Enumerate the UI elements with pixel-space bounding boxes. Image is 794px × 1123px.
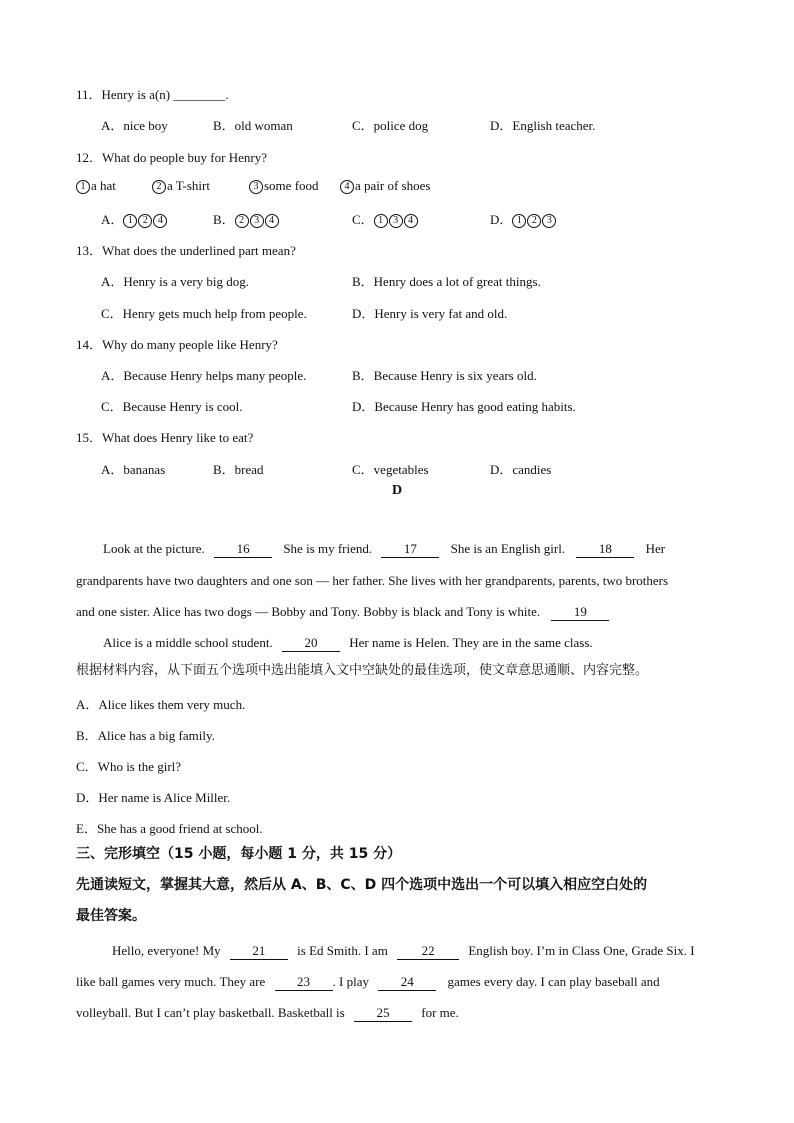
circled-number: 4: [340, 180, 354, 194]
q12-option-b: [213, 209, 280, 228]
blank-17: 17: [381, 541, 439, 558]
q12-option-a: [101, 209, 168, 228]
passage-text: games every day. I can play baseball and: [447, 974, 660, 989]
passage-text: She is an English girl.: [450, 541, 566, 556]
q14-option-b: B．Because Henry is six years old.: [352, 368, 537, 383]
q12-item-4: [340, 178, 430, 194]
q11-option-d: D．English teacher.: [490, 118, 596, 133]
cloze-line-2: [76, 974, 660, 991]
circled-number: 4: [153, 214, 167, 228]
q15-option-c: C．vegetables: [352, 462, 429, 477]
passage-text: English boy. I’m in Class One, Grade Six. I: [468, 943, 695, 958]
q11-option-c: C．police dog: [352, 118, 429, 133]
q13-option-a: A．Henry is a very big dog.: [101, 274, 250, 289]
blank-21: 21: [230, 943, 288, 960]
q12-option-c: [352, 209, 419, 228]
cloze-line-3: [76, 1005, 459, 1022]
q12-item-2: [152, 178, 210, 194]
q12-item-text: some food: [264, 178, 319, 193]
question-12-stem: 12．What do people buy for Henry?: [76, 150, 267, 165]
circled-number: 2: [235, 214, 249, 228]
circled-number: 1: [123, 214, 137, 228]
option-letter: A．: [101, 212, 124, 227]
passage-text: is Ed Smith. I am: [297, 943, 388, 958]
blank-24: 24: [378, 974, 436, 991]
q12-item-1: [76, 178, 116, 194]
q12-item-text: a pair of shoes: [355, 178, 431, 193]
circled-number: 1: [76, 180, 90, 194]
option-letter: C．: [352, 212, 374, 227]
passage-text: and one sister. Alice has two dogs — Bobby and Tony. Bobby is black and Tony is white.: [76, 604, 541, 619]
circled-number: 3: [250, 214, 264, 228]
choice-e: E．She has a good friend at school.: [76, 821, 263, 836]
circled-number: 2: [527, 214, 541, 228]
passage-text: Her name is Helen. They are in the same class.: [349, 635, 593, 650]
passage-text: like ball games very much. They are: [76, 974, 266, 989]
choice-d: D．Her name is Alice Miller.: [76, 790, 231, 805]
passage-text: She is my friend.: [283, 541, 373, 556]
circled-number: 3: [389, 214, 403, 228]
passage-d-line-4: [103, 635, 593, 652]
circled-number: 1: [512, 214, 526, 228]
choice-a: A．Alice likes them very much.: [76, 697, 246, 712]
question-14-stem: 14．Why do many people like Henry?: [76, 337, 278, 352]
section-3-instruction-line-2: 最佳答案。: [76, 908, 146, 924]
circled-number: 3: [249, 180, 263, 194]
section-d-instruction: 根据材料内容，从下面五个选项中选出能填入文中空缺处的最佳选项，使文章意思通顺、内容完整。: [76, 663, 649, 678]
q15-option-d: D．candies: [490, 462, 552, 477]
blank-19: 19: [551, 604, 609, 621]
choice-b: B．Alice has a big family.: [76, 728, 215, 743]
passage-text: Hello, everyone! My: [112, 943, 221, 958]
blank-25: 25: [354, 1005, 412, 1022]
q13-option-d: D．Henry is very fat and old.: [352, 306, 508, 321]
q12-item-text: a hat: [91, 178, 116, 193]
passage-text: Look at the picture.: [103, 541, 205, 556]
section-3-title: 三、完形填空（15 小题，每小题 1 分，共 15 分）: [76, 846, 402, 862]
section-d-heading: D: [391, 483, 403, 498]
q12-item-text: a T-shirt: [167, 178, 210, 193]
cloze-line-1: [112, 943, 695, 960]
q13-option-c: C．Henry gets much help from people.: [101, 306, 307, 321]
circled-number: 1: [374, 214, 388, 228]
option-letter: D．: [490, 212, 513, 227]
blank-18: 18: [576, 541, 634, 558]
passage-text: . I play: [332, 974, 369, 989]
circled-number: 2: [152, 180, 166, 194]
passage-text: Her: [645, 541, 666, 556]
circled-number: 2: [138, 214, 152, 228]
blank-22: 22: [397, 943, 459, 960]
question-11-stem: 11．Henry is a(n) ________.: [76, 87, 229, 102]
q13-option-b: B．Henry does a lot of great things.: [352, 274, 541, 289]
blank-20: 20: [282, 635, 340, 652]
q11-option-b: B．old woman: [213, 118, 293, 133]
circled-number: 4: [265, 214, 279, 228]
circled-number: 3: [542, 214, 556, 228]
passage-text: Alice is a middle school student.: [103, 635, 273, 650]
choice-c: C．Who is the girl?: [76, 759, 182, 774]
q12-item-3: [249, 178, 319, 194]
section-3-instruction-line-1: 先通读短文，掌握其大意，然后从 A、B、C、D 四个选项中选出一个可以填入相应空白处的: [76, 877, 648, 893]
passage-d-line-3: [76, 604, 609, 621]
blank-23: 23: [275, 974, 333, 991]
question-13-stem: 13．What does the underlined part mean?: [76, 243, 296, 258]
passage-text: for me.: [421, 1005, 459, 1020]
option-letter: B．: [213, 212, 235, 227]
q14-option-d: D．Because Henry has good eating habits.: [352, 399, 576, 414]
passage-text: volleyball. But I can’t play basketball. Basketball is: [76, 1005, 345, 1020]
circled-number: 4: [404, 214, 418, 228]
passage-d-line-1: [103, 541, 665, 558]
question-15-stem: 15．What does Henry like to eat?: [76, 430, 254, 445]
q15-option-b: B．bread: [213, 462, 264, 477]
q12-option-d: [490, 209, 557, 228]
q15-option-a: A．bananas: [101, 462, 166, 477]
q14-option-c: C．Because Henry is cool.: [101, 399, 243, 414]
passage-d-line-2: grandparents have two daughters and one son — her father. She lives with her grandparents, parents, two brothers: [76, 573, 669, 588]
q11-option-a: A．nice boy: [101, 118, 168, 133]
blank-16: 16: [214, 541, 272, 558]
q14-option-a: A．Because Henry helps many people.: [101, 368, 307, 383]
